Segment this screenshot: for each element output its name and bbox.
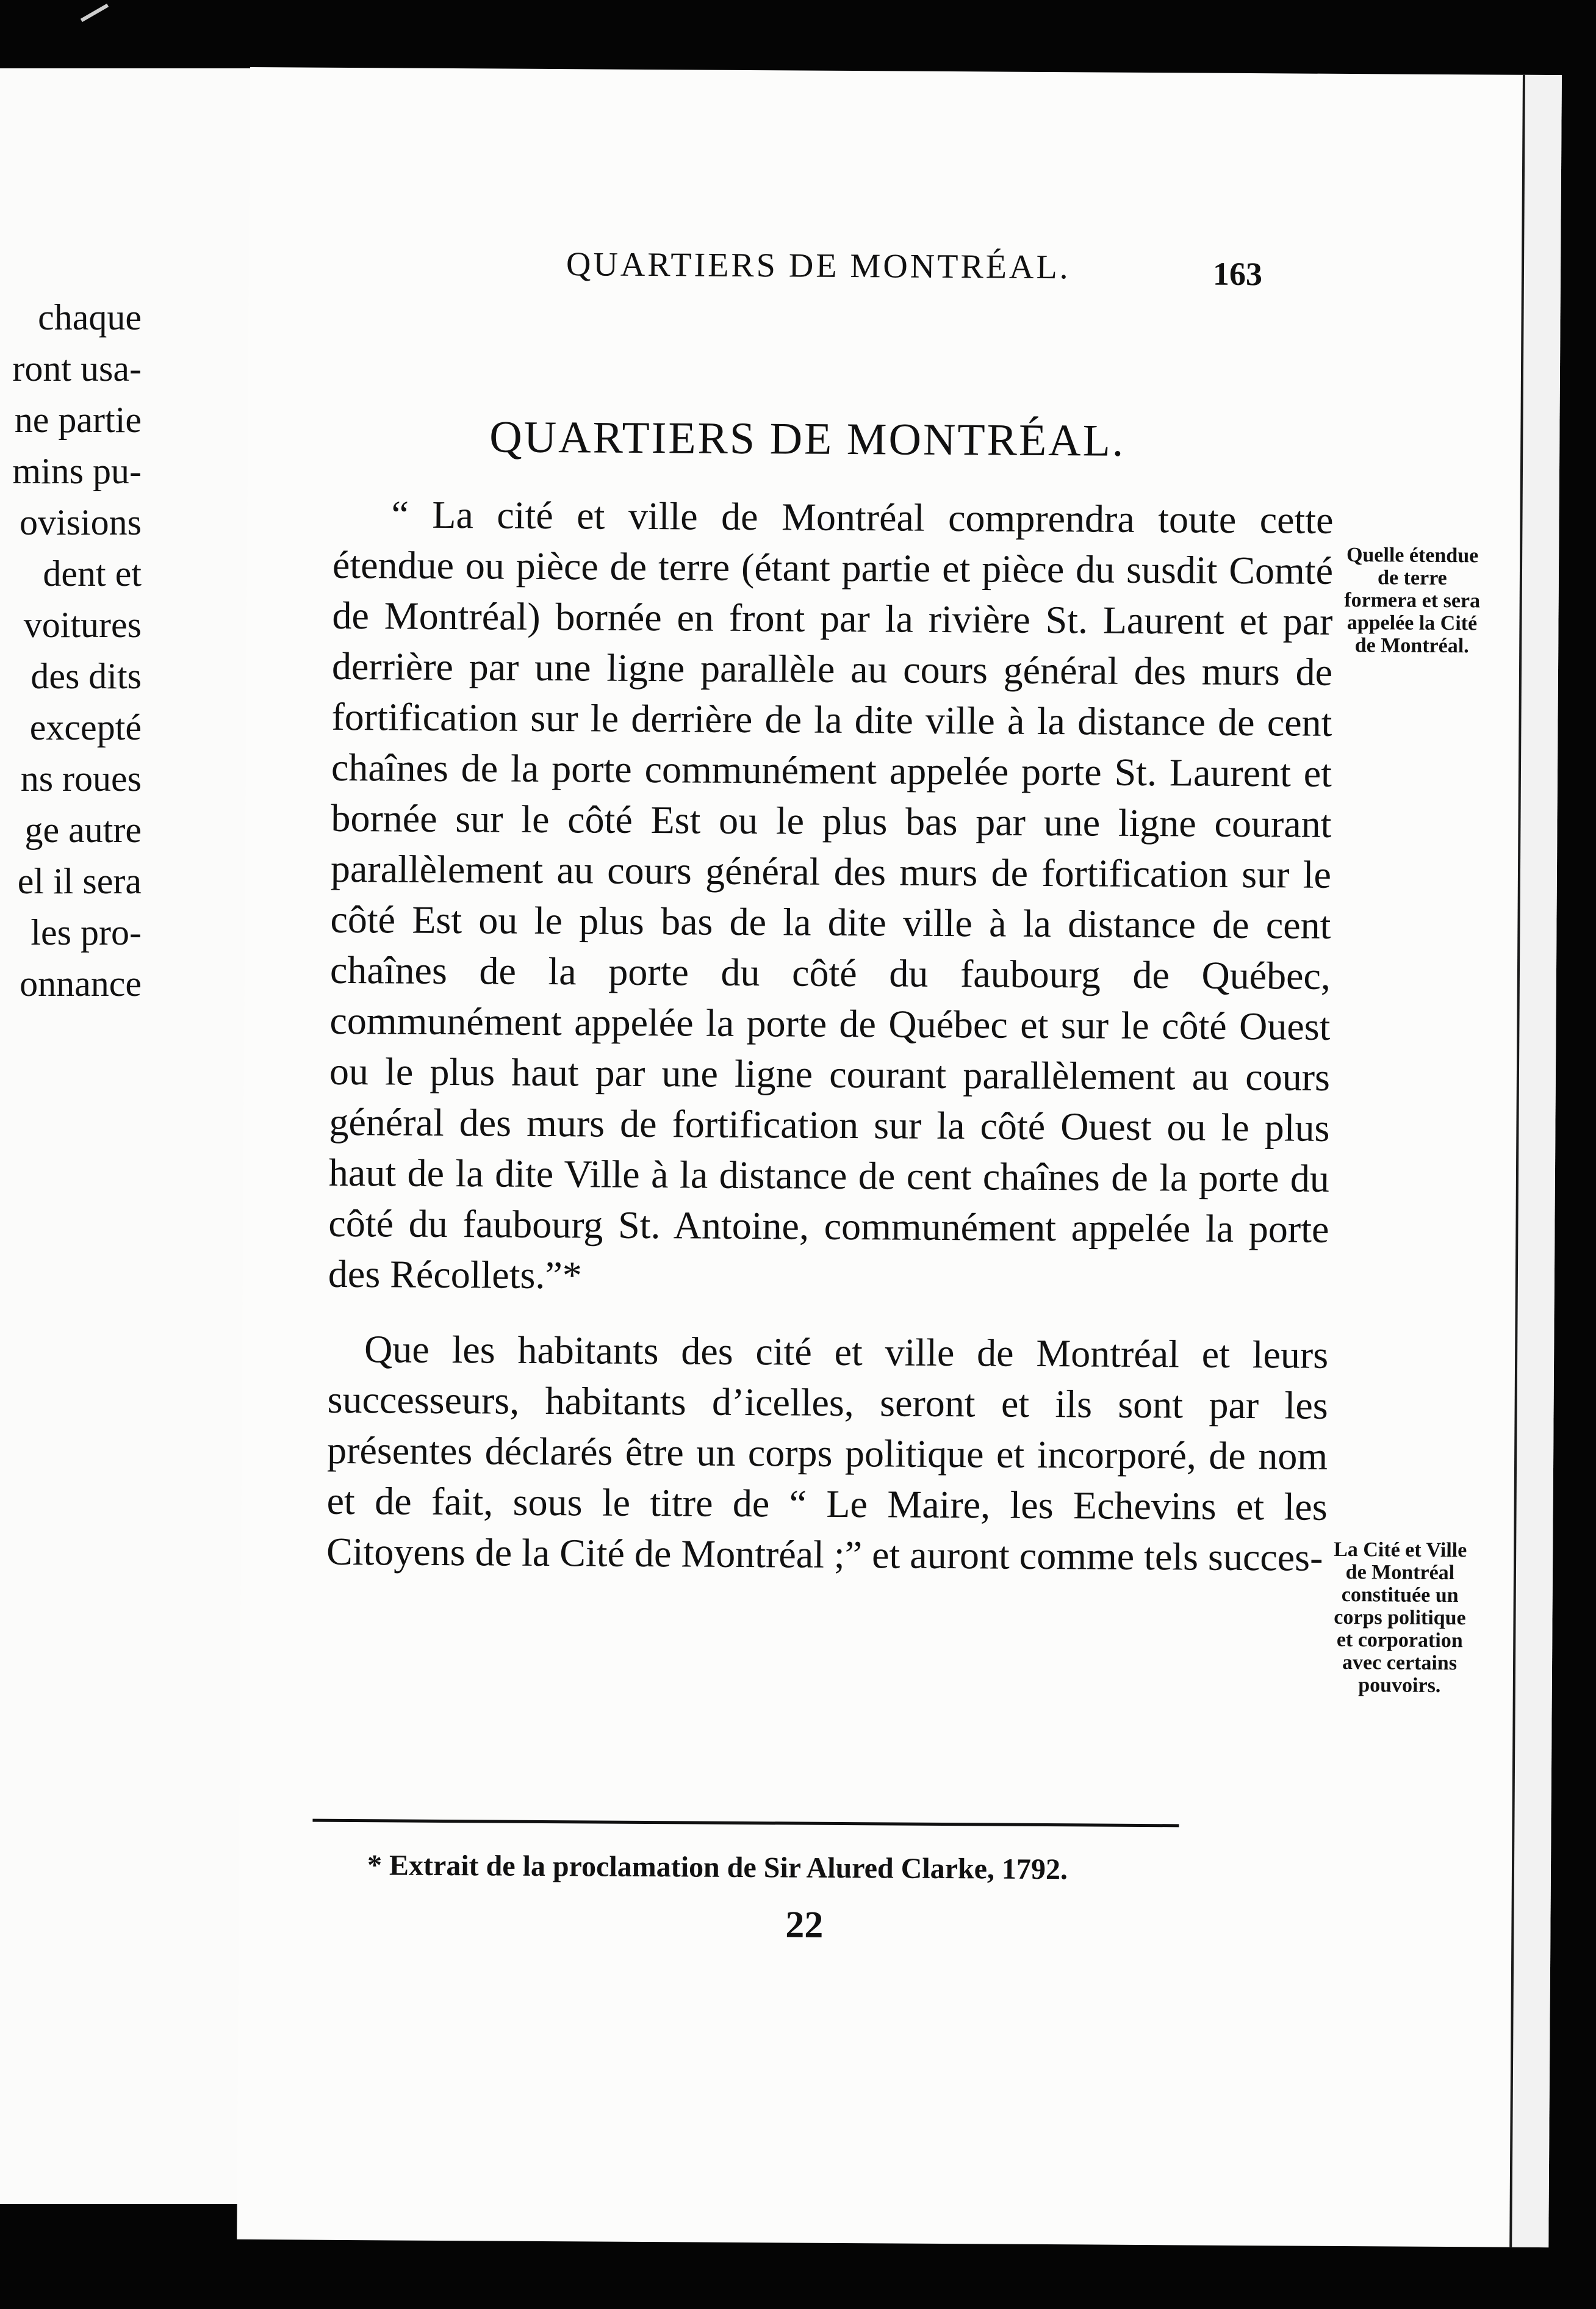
- body-text: [326, 489, 1334, 1583]
- footnote: * Extrait de la proclamation de Sir Alured Clarke, 1792.: [367, 1849, 1068, 1886]
- left-page-fragment: [0, 68, 254, 2204]
- left-page-line: chaque: [38, 297, 142, 337]
- left-page-line: el il sera: [17, 861, 142, 901]
- scan-corner-mark: [81, 4, 109, 22]
- left-page-line: ront usa-: [12, 348, 142, 389]
- left-page-line: excepté: [29, 707, 142, 747]
- paragraph-proclamation: “ La cité et ville de Montréal comprendra toute cette étendue ou pièce de terre (étant partie et pièce du susdit Comté de Montréal) bornée en front par la rivière St. Laurent et par derrière par une ligne parallèle au cours général des murs de fortification sur le derrière de la dite ville à la distance de cent chaînes de la porte communément appelée porte St. Laurent et bornée sur le côté Est ou le plus bas par une ligne courant parallèlement au cours général des murs de fortification sur le côté Est ou le plus bas de la dite ville à la distance de cent chaînes de la porte du côté du faubourg de Québec, communément appelée la porte de Québec et sur le côté Ouest ou le plus haut par une ligne courant parallèlement au cours général des murs de fortification sur la côté Ouest ou le plus haut de la dite Ville à la distance de cent chaînes de la porte du côté du faubourg St. Antoine, communément appelée la porte des Récollets.”*: [328, 492, 1334, 1297]
- left-page-line: dent et: [43, 553, 142, 594]
- left-page-line: ns roues: [20, 758, 142, 799]
- left-page-line: voitures: [23, 605, 142, 645]
- margin-note-corporation: La Cité et Ville de Montréal constituée un corps politique et corporation avec certains pouvoirs.: [1334, 1538, 1467, 1697]
- paragraph-incorporation: Que les habitants des cité et ville de Montréal et leurs successeurs, habitants d’icelles, seront et ils sont par les présentes déclarés être un corps politique et incorporé, de nom et de fait, sous le titre de “ Le Maire, les Echevins et les Citoyens de la Cité de Montréal ;” et auront comme tels succes-: [326, 1327, 1329, 1579]
- left-page-line: les pro-: [31, 912, 142, 953]
- right-page: [237, 67, 1562, 2247]
- footnote-rule: [312, 1819, 1179, 1828]
- signature-mark: 22: [785, 1904, 824, 1946]
- left-page-line: des dits: [31, 656, 142, 696]
- page-number: 163: [1212, 255, 1263, 293]
- margin-note-extent: Quelle étendue de terre formera et sera appelée la Cité de Montréal.: [1344, 543, 1481, 658]
- section-title: QUARTIERS DE MONTRÉAL.: [489, 412, 1126, 466]
- page-edge: [1509, 75, 1562, 2247]
- left-page-line: ge autre: [24, 810, 142, 850]
- running-head: QUARTIERS DE MONTRÉAL.: [566, 245, 1071, 287]
- left-page-line: mins pu-: [12, 451, 142, 491]
- left-page-line: ne partie: [14, 400, 142, 440]
- left-page-line: ovisions: [19, 502, 142, 542]
- left-page-line: onnance: [20, 964, 142, 1004]
